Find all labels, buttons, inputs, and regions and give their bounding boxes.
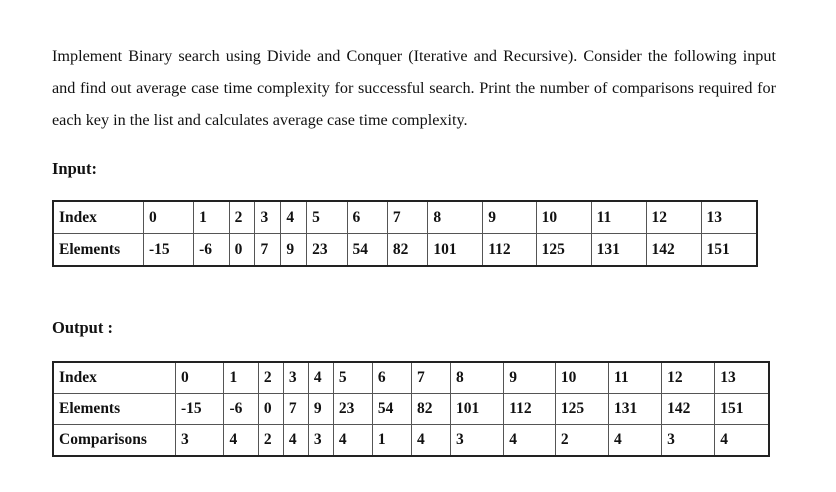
comparison-cell: 3 [308, 425, 333, 457]
index-cell: 10 [555, 362, 608, 394]
comparison-cell: 1 [372, 425, 411, 457]
input-index-label: Index [53, 201, 144, 234]
element-cell: 112 [483, 234, 536, 267]
element-cell: 9 [281, 234, 307, 267]
output-comparisons-label: Comparisons [53, 425, 176, 457]
index-cell: 4 [308, 362, 333, 394]
index-cell: 11 [591, 201, 646, 234]
problem-statement [52, 40, 776, 136]
comparison-cell: 4 [504, 425, 556, 457]
element-cell: 0 [229, 234, 255, 267]
element-cell: 125 [555, 394, 608, 425]
comparison-cell: 2 [258, 425, 283, 457]
input-elements-label: Elements [53, 234, 144, 267]
problem-line-1: Implement Binary search using Divide and Conquer (Iterative and Recursive). Consider the [52, 47, 668, 65]
index-cell: 1 [194, 201, 230, 234]
element-cell: 23 [333, 394, 372, 425]
comparison-cell: 4 [333, 425, 372, 457]
index-cell: 7 [411, 362, 450, 394]
input-table [52, 200, 758, 267]
element-cell: 23 [307, 234, 347, 267]
output-elements-row [53, 394, 769, 425]
index-cell: 12 [662, 362, 715, 394]
input-heading: Input: [52, 159, 97, 178]
output-index-row [53, 362, 769, 394]
index-cell: 9 [504, 362, 556, 394]
output-comparisons-row [53, 425, 769, 457]
index-cell: 3 [255, 201, 281, 234]
element-cell: 54 [372, 394, 411, 425]
element-cell: 142 [646, 234, 701, 267]
input-index-row [53, 201, 757, 234]
input-elements-row [53, 234, 757, 267]
element-cell: 7 [255, 234, 281, 267]
element-cell: -15 [176, 394, 224, 425]
index-cell: 13 [701, 201, 757, 234]
index-cell: 5 [333, 362, 372, 394]
element-cell: 54 [347, 234, 387, 267]
element-cell: 0 [258, 394, 283, 425]
problem-line-2: following input and find out average case time complexity for successful search. Print the number [52, 47, 776, 97]
element-cell: -15 [144, 234, 194, 267]
element-cell: 131 [591, 234, 646, 267]
output-index-label: Index [53, 362, 176, 394]
comparison-cell: 4 [283, 425, 308, 457]
output-elements-label: Elements [53, 394, 176, 425]
element-cell: 82 [411, 394, 450, 425]
index-cell: 12 [646, 201, 701, 234]
index-cell: 9 [483, 201, 536, 234]
index-cell: 2 [229, 201, 255, 234]
element-cell: -6 [194, 234, 230, 267]
index-cell: 8 [428, 201, 483, 234]
element-cell: 125 [536, 234, 591, 267]
element-cell: 9 [308, 394, 333, 425]
index-cell: 6 [347, 201, 387, 234]
output-table [52, 361, 770, 457]
element-cell: 131 [608, 394, 661, 425]
element-cell: 82 [387, 234, 427, 267]
comparison-cell: 3 [451, 425, 504, 457]
comparison-cell: 4 [608, 425, 661, 457]
element-cell: 151 [715, 394, 769, 425]
index-cell: 5 [307, 201, 347, 234]
index-cell: 11 [608, 362, 661, 394]
index-cell: 10 [536, 201, 591, 234]
index-cell: 4 [281, 201, 307, 234]
element-cell: 101 [451, 394, 504, 425]
index-cell: 7 [387, 201, 427, 234]
comparison-cell: 2 [555, 425, 608, 457]
comparison-cell: 4 [224, 425, 258, 457]
index-cell: 6 [372, 362, 411, 394]
output-heading: Output : [52, 318, 113, 337]
comparison-cell: 3 [176, 425, 224, 457]
index-cell: 0 [176, 362, 224, 394]
element-cell: 142 [662, 394, 715, 425]
problem-line-3: of comparisons required for each key in the list and calculates average case time complexity. [52, 79, 776, 129]
index-cell: 0 [144, 201, 194, 234]
comparison-cell: 3 [662, 425, 715, 457]
index-cell: 3 [283, 362, 308, 394]
index-cell: 1 [224, 362, 258, 394]
element-cell: 101 [428, 234, 483, 267]
element-cell: 7 [283, 394, 308, 425]
index-cell: 8 [451, 362, 504, 394]
index-cell: 2 [258, 362, 283, 394]
element-cell: -6 [224, 394, 258, 425]
element-cell: 151 [701, 234, 757, 267]
index-cell: 13 [715, 362, 769, 394]
element-cell: 112 [504, 394, 556, 425]
comparison-cell: 4 [411, 425, 450, 457]
comparison-cell: 4 [715, 425, 769, 457]
